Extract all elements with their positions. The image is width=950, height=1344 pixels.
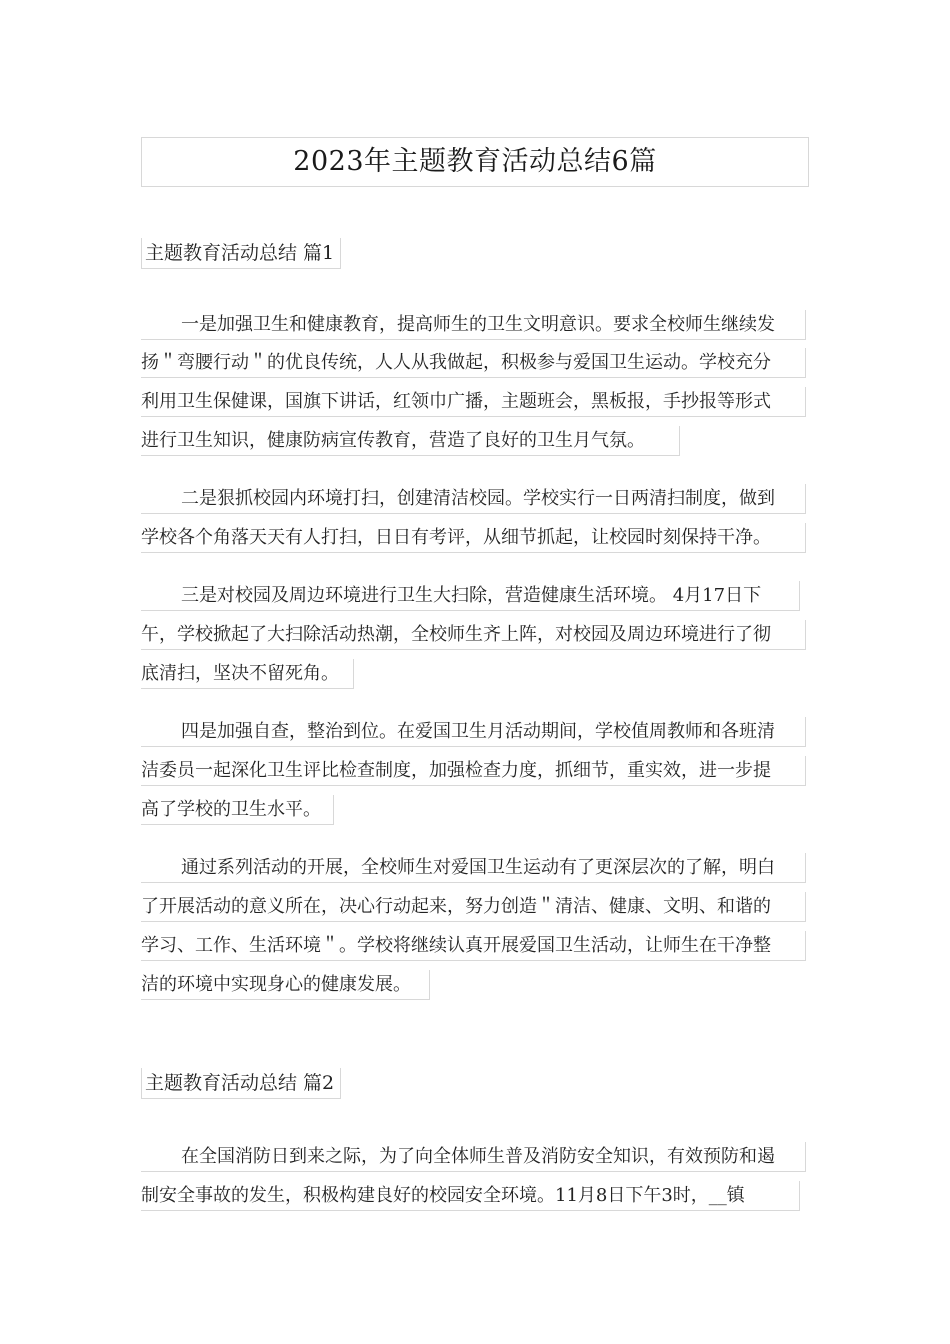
paragraph-line: 制安全事故的发生，积极构建良好的校园安全环境。11月8日下午3时，__镇 xyxy=(141,1181,800,1211)
paragraph-line: 午，学校掀起了大扫除活动热潮，全校师生齐上阵，对校园及周边环境进行了彻 xyxy=(141,620,806,650)
section-heading: 主题教育活动总结 篇2 xyxy=(141,1068,341,1099)
paragraph-line: 学习、工作、生活环境＂。学校将继续认真开展爱国卫生活动，让师生在干净整 xyxy=(141,931,806,961)
paragraph-line: 四是加强自查，整治到位。在爱国卫生月活动期间，学校值周教师和各班清 xyxy=(141,717,806,747)
paragraph-line: 学校各个角落天天有人打扫，日日有考评，从细节抓起，让校园时刻保持干净。 xyxy=(141,523,806,553)
document-title: 2023年主题教育活动总结6篇 xyxy=(293,146,657,177)
paragraph-line: 底清扫，坚决不留死角。 xyxy=(141,659,354,689)
section-heading: 主题教育活动总结 篇1 xyxy=(141,238,341,269)
paragraph-line: 在全国消防日到来之际，为了向全体师生普及消防安全知识，有效预防和遏 xyxy=(141,1142,806,1172)
paragraph-line: 高了学校的卫生水平。 xyxy=(141,795,334,825)
paragraph-line: 了开展活动的意义所在，决心行动起来，努力创造＂清洁、健康、文明、和谐的 xyxy=(141,892,806,922)
document-title-box xyxy=(141,137,809,187)
paragraph-line: 洁委员一起深化卫生评比检查制度，加强检查力度，抓细节，重实效，进一步提 xyxy=(141,756,806,786)
paragraph-line: 利用卫生保健课，国旗下讲话，红领巾广播，主题班会，黑板报，手抄报等形式 xyxy=(141,387,806,417)
paragraph-line: 一是加强卫生和健康教育，提高师生的卫生文明意识。要求全校师生继续发 xyxy=(141,310,806,340)
paragraph-line: 进行卫生知识，健康防病宣传教育，营造了良好的卫生月气氛。 xyxy=(141,426,680,456)
paragraph-line: 通过系列活动的开展，全校师生对爱国卫生运动有了更深层次的了解，明白 xyxy=(141,853,806,883)
paragraph-line: 洁的环境中实现身心的健康发展。 xyxy=(141,970,430,1000)
paragraph-line: 二是狠抓校园内环境打扫，创建清洁校园。学校实行一日两清扫制度，做到 xyxy=(141,484,806,514)
paragraph-line: 扬＂弯腰行动＂的优良传统，人人从我做起，积极参与爱国卫生运动。学校充分 xyxy=(141,348,806,378)
paragraph-line: 三是对校园及周边环境进行卫生大扫除，营造健康生活环境。 4月17日下 xyxy=(141,581,800,611)
